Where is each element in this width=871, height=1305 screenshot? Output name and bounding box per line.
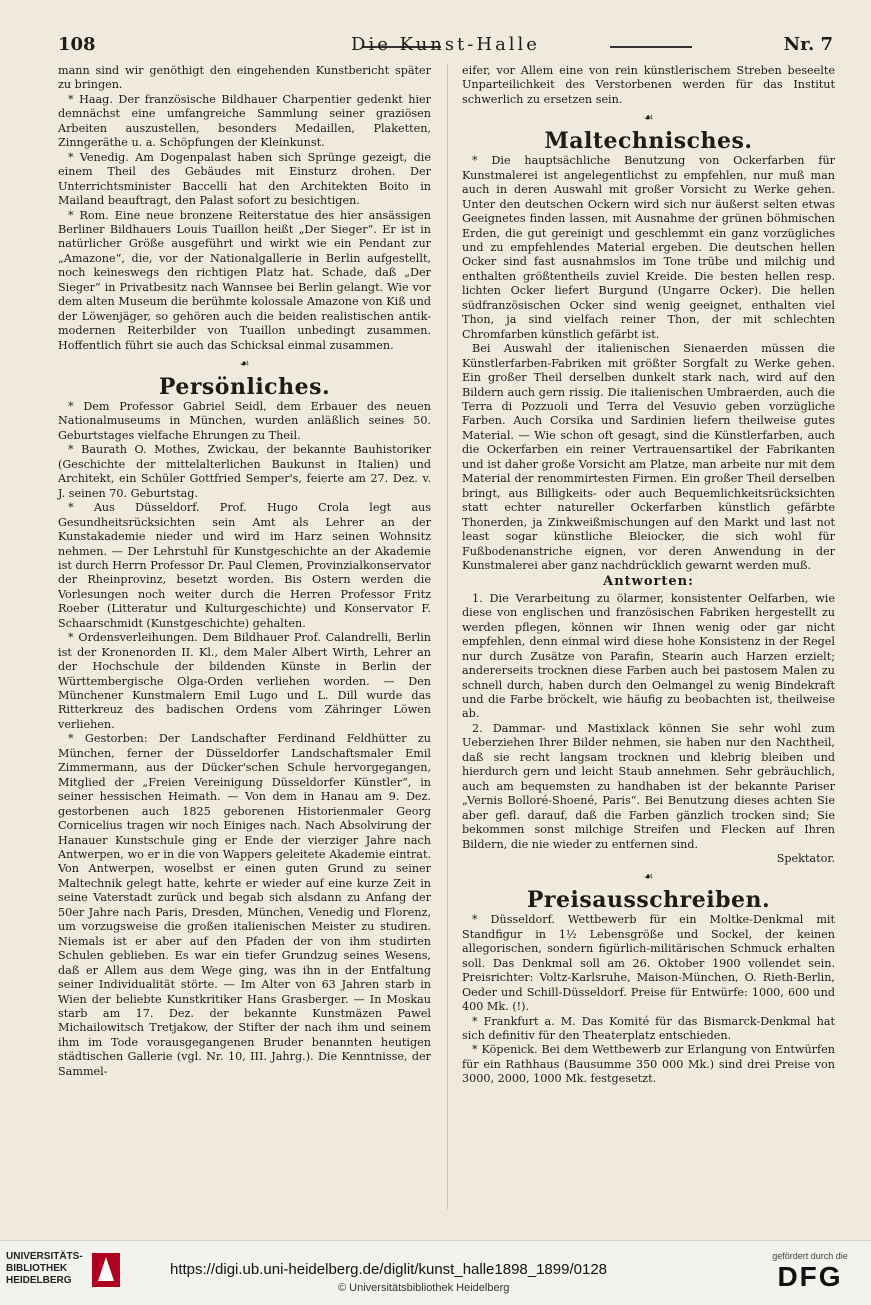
paragraph: * Ordensverleihungen. Dem Bildhauer Prof. Calandrelli, Berlin ist der Kronenorden II. Kl., dem Maler Albert Wirth, Lehrer an der Hochschule der bildenden Künste in Berlin der Württembergische Olga-Orden verliehen worden. — Den Münchener Kunstmalern Emil Lugo und L. Dill wurde das Ritterkreuz des badischen Ordens vom Zähringer Löwen verliehen.	[58, 631, 431, 731]
permalink-url[interactable]: https://digi.ub.uni-heidelberg.de/diglit/kunst_halle1898_1899/0128	[170, 1261, 607, 1278]
viewer-footer	[0, 1240, 871, 1305]
dfg-caption: gefördert durch die	[772, 1251, 848, 1261]
paragraph: * Gestorben: Der Landschafter Ferdinand Feldhütter zu München, ferner der Düsseldorfer Landschaftsmaler Emil Zimmermann, aus der Dücker'schen Schule hervorgegangen, Mitglied der „Freien Vereinigung Düsseldorfer Künstler“, in seiner hessischen Heimath. — Von dem in Hanau am 9. Dez. gestorbenen auch 1825 geborenen Historienmaler Georg Cornicelius tragen wir noch Einiges nach. Nach Absolvirung der Hanauer Kunstschule ging er Ende der vierziger Jahre nach Antwerpen, wo er in die von Wappers geleitete Akademie eintrat. Von Antwerpen, woselbst er einen guten Grund zu seiner Maltechnik gelegt hatte, kehrte er wieder auf eine kurze Zeit in seine Vaterstadt zurück und begab sich alsdann zu Anfang der 50er Jahre nach Paris, Dresden, München, Venedig und Florenz, um vorzugsweise die großen italienischen Meister zu studiren. Niemals ist er aber auf den Pfaden der von ihm studirten Schulen geblieben. Es war ein tiefer Grundzug seines Wesens, daß er Allem aus dem Wege ging, was ihn in der Entfaltung seiner Individualität störte. — Im Alter von 63 Jahren starb in Wien der beliebte Kunstkritiker Hans Grasberger. — In Moskau starb am 17. Dez. der bekannte Kunstmäzen Pawel Michailowitsch Tretjakow, der Stifter der nach ihm und seinem ihm im Tode vorausgegangenen Bruder benannten heutigen städtischen Gallerie (vgl. Nr. 10, III. Jahrg.). Die Kenntnisse, der Sammel-	[58, 732, 431, 1078]
header-ornament-right	[610, 46, 692, 49]
paragraph: eifer, vor Allem eine von rein künstlerischem Streben beseelte Unparteilichkeit des Verstorbenen werden für das Institut schwerlich zu ersetzen sein.	[462, 64, 835, 106]
issue-number: Nr. 7	[783, 34, 833, 55]
ornament-icon: ☙	[643, 870, 654, 884]
paragraph: * Baurath O. Mothes, Zwickau, der bekannte Bauhistoriker (Geschichte der mittelalterlichen Baukunst in Italien) und Architekt, ein Schüler Gottfried Semper's, feierte am 27. Dez. v. J. seinen 70. Geburtstag.	[58, 443, 431, 500]
paragraph: * Düsseldorf. Wettbewerb für ein Moltke-Denkmal mit Standfigur in 1½ Lebensgröße und Sockel, der keinen allegorischen, sondern figürlich-militärischen Schmuck erhalten soll. Das Denkmal soll am 26. Oktober 1900 vollendet sein. Preisrichter: Voltz-Karlsruhe, Maison-München, O. Rieth-Berlin, Oeder und Schill-Düsseldorf. Preise für Entwürfe: 1000, 600 und 400 Mk. (!).	[462, 913, 835, 1014]
paragraph: mann sind wir genöthigt den eingehenden Kunstbericht später zu bringen.	[58, 64, 431, 92]
column-divider	[447, 64, 448, 1209]
ornament-icon: ☙	[643, 111, 654, 125]
author-signature: Spektator.	[776, 852, 835, 866]
right-column	[462, 64, 835, 1087]
paragraph: * Aus Düsseldorf. Prof. Hugo Crola legt aus Gesundheitsrücksichten sein Amt als Lehrer an der Kunstakademie nieder und wird im Harz seinen Wohnsitz nehmen. — Der Lehrstuhl für Kunstgeschichte an der Akademie ist durch Herrn Professor Dr. Paul Clemen, Provinzialkonservator der Rheinprovinz, besetzt worden. Bis Ostern werden die Vorlesungen noch weiter durch die Herren Professor Fritz Roeber (Litteratur und Kulturgeschichte) und Konservator F. Schaarschmidt (Kunstgeschichte) gehalten.	[58, 501, 431, 630]
paragraph: 2. Dammar- und Mastixlack können Sie sehr wohl zum Ueberziehen Ihrer Bilder nehmen, sie haben nur den Nachtheil, daß sie recht langsam trocknen und klebrig bleiben und hierdurch gern und leicht Staub annehmen. Sehr gebräuchlich, auch am bequemsten zu handhaben ist der bekannte Pariser „Vernis Bolloré-Shoené, Paris“. Bei Benutzung dieses achten Sie aber gefl. darauf, daß die Farben gänzlich trocken sind; Sie bekommen sonst milchige Streifen und Flecken auf Ihren Bildern, die nie wieder zu entfernen sind.	[462, 721, 835, 851]
paragraph: * Rom. Eine neue bronzene Reiterstatue des hier ansässigen Berliner Bildhauers Louis Tuaillon heißt „Der Sieger“. Er ist in natürlicher Größe ausgeführt und wirkt wie ein Pendant zur „Amazone“, die, vor der Nationalgallerie in Berlin aufgestellt, noch keineswegs den richtigen Platz hat. Schade, daß „Der Sieger“ in Privatbesitz nach Wannsee bei Berlin gelangt. Wie vor dem alten Museum die berühmte kolossale Amazone von Kiß und der Löwenjäger, so gehören auch die beiden realistischen antik-modernen Reiterbilder von Tuaillon unbedingt zusammen. Hoffentlich führt sie auch das Schicksal einmal zusammen.	[58, 208, 431, 352]
page-header	[58, 30, 833, 62]
section-heading-maltechnisches: Maltechnisches.	[544, 127, 753, 154]
library-logo[interactable]	[6, 1251, 176, 1295]
dfg-logo-text: DFG	[777, 1261, 843, 1292]
paragraph: * Dem Professor Gabriel Seidl, dem Erbauer des neuen Nationalmuseums in München, wurden anläßlich seines 50. Geburtstages vielfache Ehrungen zu Theil.	[58, 399, 431, 442]
section-heading-persoenliches: Persönliches.	[158, 373, 331, 400]
paragraph: * Köpenick. Bei dem Wettbewerb zur Erlangung von Entwürfen für ein Rathhaus (Bausumme 350 000 Mk.) sind drei Preise von 3000, 2000, 1000 Mk. festgesetzt.	[462, 1043, 835, 1086]
ornament-icon: ☙	[239, 357, 250, 371]
page-number: 108	[58, 34, 96, 55]
copyright-notice: © Universitätsbibliothek Heidelberg	[338, 1282, 510, 1294]
library-name: UNIVERSITÄTS- BIBLIOTHEK HEIDELBERG	[6, 1251, 83, 1286]
left-column	[58, 64, 431, 1079]
paragraph: Bei Auswahl der italienischen Sienaerden müssen die Künstlerfarben-Fabriken mit größter Sorgfalt zu Werke gehen. Ein großer Theil derselben dunkelt stark nach, wird auf den Bildern auch gern rissig. Die italienischen Umbraerden, auch die Terra di Pozzuoli und Terra del Vesuvio geben vorzügliche Farben. Auch Corsika und Sardinien liefern theilweise gutes Material. — Wie schon oft gesagt, sind die Künstlerfarben, auch die Ockerfarben ein reiner Vertrauensartikel der Fabrikanten und ist daher große Vorsicht am Platze, man arbeite nur mit dem Material der renommirtesten Firmen. Ein großer Theil derselben bringt, aus Billigkeits- oder auch Bequemlichkeitsrücksichten statt echter natureller Ockerfarben künstlich gefärbte Thonerden, ja Zinkweißmischungen auf den Markt und last not least sogar künstliche Bleiocker, die sich wohl für Fußbodenanstriche eignen, vor deren Anwendung in der Kunstmalerei aber ganz nachdrücklich gewarnt werden muß.	[462, 342, 835, 572]
paragraph: * Venedig. Am Dogenpalast haben sich Sprünge gezeigt, die einem Theil des Gebäudes mit Einsturz drohen. Der Unterrichtsminister Baccelli hat den Architekten Boito in Mailand beauftragt, den Palast sofort zu besichtigen.	[58, 150, 431, 208]
paragraph: * Haag. Der französische Bildhauer Charpentier gedenkt hier demnächst eine umfangreiche Sammlung seiner graziösen Arbeiten auszustellen, besonders Medaillen, Plaketten, Zinngeräthe u. a. Schöpfungen der Kleinkunst.	[58, 92, 431, 150]
library-crest-icon	[90, 1251, 122, 1289]
paragraph: 1. Die Verarbeitung zu ölarmer, konsistenter Oelfarben, wie diese von englischen und französischen Fabriken hergestellt zu werden pflegen, können wir Ihnen wenig oder gar nicht empfehlen, denn einmal wird diese hohe Konsistenz in der Regel nur durch Zusätze von Parafin, Stearin auch Harzen erzielt; andererseits trocknen diese Farben auch bei pastosem Malen zu schnell durch, haben durch den Oelmangel zu wenig Bindekraft und die Farbe bröckelt, wie häufig zu beobachten ist, theilweise ab.	[462, 591, 835, 721]
journal-title: Die Kunst-Halle	[351, 34, 540, 55]
dfg-logo[interactable]	[760, 1251, 860, 1293]
section-heading-preisausschreiben: Preisausschreiben.	[526, 886, 771, 913]
subheading-antworten: Antworten:	[603, 574, 694, 590]
paragraph: * Frankfurt a. M. Das Komité für das Bismarck-Denkmal hat sich definitiv für den Theaterplatz entschieden.	[462, 1014, 835, 1042]
paragraph: * Die hauptsächliche Benutzung von Ockerfarben für Kunstmalerei ist angelegentlichst zu empfehlen, nur muß man auch in deren Auswahl mit großer Vorsicht zu Werke gehen. Unter den deutschen Ockern wird sich nur äußerst selten etwas Geeignetes finden lassen, mit Ausnahme der grünen böhmischen Erden, die gut gereinigt und geschlemmt ein ganz vorzügliches und zu empfehlendes Material ergeben. Die deutschen hellen Ocker sind fast ausnahmslos im Tone trübe und milchig und enthalten größtentheils zuviel Kreide. Die besten hellen resp. lichten Ocker liefert Burgund (Ungarre Ocker). Die hellen südfranzösischen Ocker sind wenig geeignet, enthalten viel Thon, ja sind vielfach reiner Thon, der mit schlechten Chromfarben künstlich gefärbt ist.	[462, 154, 835, 341]
